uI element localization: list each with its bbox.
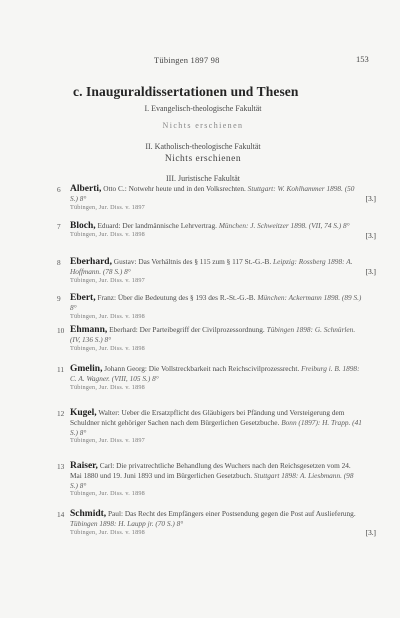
entry-body <box>70 325 362 345</box>
entry-body <box>70 184 362 204</box>
entry-body <box>70 509 362 529</box>
entry-note: Tübingen, Jur. Diss. v. 1898 <box>70 344 145 352</box>
entry-author: Ehmann, <box>70 325 108 335</box>
faculty-note-katholisch: Nichts erschienen <box>164 154 242 164</box>
entry-author: Eberhard, <box>70 257 112 267</box>
entry-number: 8 <box>57 258 61 267</box>
entry-number: 6 <box>57 185 61 194</box>
entry-publication: Bonn (1897): H. Trapp. (41 S.) 8° <box>70 418 362 437</box>
list-item <box>58 509 376 537</box>
entry-title: Eduard: Der landmännische Lehrvertrag. <box>97 221 217 230</box>
list-item <box>58 221 376 239</box>
list-item <box>58 184 376 212</box>
entry-note: Tübingen, Jur. Diss. v. 1897 <box>70 203 145 211</box>
entry-body <box>70 461 362 490</box>
entry-publication: Stuttgart: W. Kohlhammer 1898. (50 S.) 8° <box>70 184 355 204</box>
entry-body <box>70 408 362 437</box>
entry-body <box>70 257 362 277</box>
entry-author: Gmelin, <box>70 364 103 374</box>
entry-title: Walter: Ueber die Ersatzpflicht des Gläubigers bei Pfändung und Versteigerung dem Schuldner nicht gehöriger Sachen nach dem Bürgerlichen Gesetzbuche. <box>70 408 345 428</box>
entry-number: 7 <box>57 222 61 231</box>
entry-note: Tübingen, Jur. Diss. v. 1897 <box>70 436 145 444</box>
running-head: Tübingen 1897 98 <box>154 55 220 65</box>
entry-publication: München: J. Schweitzer 1898. (VII, 74 S.) 8° <box>218 221 350 230</box>
page-number: 153 <box>356 54 369 64</box>
entry-title: Johann Georg: Die Vollstreckbarkeit nach Reichscivilprozessrecht. <box>104 364 300 373</box>
entry-title: Otto C.: Notwehr heute und in den Volksrechten. <box>103 184 246 193</box>
list-item <box>58 364 376 392</box>
entry-publication: München: Ackermann 1898. (89 S.) 8° <box>70 293 362 313</box>
entry-author: Schmidt, <box>70 509 107 519</box>
entry-publication: Freiburg i. B. 1898: C. A. Wagner. (VIII, 105 S.) 8° <box>70 364 360 384</box>
entry-author: Raiser, <box>70 461 98 471</box>
entry-number: 12 <box>57 409 65 418</box>
list-item <box>58 293 376 321</box>
entry-body <box>70 364 362 384</box>
entry-number: 13 <box>57 462 65 471</box>
list-item <box>58 461 376 498</box>
entry-body <box>70 221 362 231</box>
entry-note: Tübingen, Jur. Diss. v. 1897 <box>70 276 145 284</box>
faculty-heading-katholisch: II. Katholisch-theologische Fakultät <box>145 142 261 151</box>
entry-note: Tübingen, Jur. Diss. v. 1898 <box>70 489 145 497</box>
entry-title: Gustav: Das Verhältnis des § 115 zum § 117 St.-G.-B. <box>113 257 272 266</box>
entry-title: Carl: Die privatrechtliche Behandlung des Wuchers nach den Reichsgesetzen vom 24. Mai 1880 und 19. Juni 1893 und im Bürgerlichen Gesetzbuch. <box>70 461 351 481</box>
entry-number: 14 <box>57 510 65 519</box>
entry-badge: [3.] <box>365 194 376 203</box>
entry-publication: Stuttgart 1898: A. Liesbmann. (98 S.) 8° <box>70 471 354 490</box>
entry-author: Bloch, <box>70 221 96 231</box>
entry-note: Tübingen, Jur. Diss. v. 1898 <box>70 383 145 391</box>
entry-title: Franz: Über die Bedeutung des § 193 des R.-St.-G.-B. <box>97 293 256 302</box>
entry-title: Paul: Das Recht des Empfängers einer Postsendung gegen die Post auf Auslieferung. <box>108 509 356 518</box>
faculty-heading-evangelisch: I. Evangelisch-theologische Fakultät <box>144 104 262 113</box>
entry-badge: [3.] <box>365 231 376 240</box>
entry-number: 10 <box>57 326 65 335</box>
entry-publication: Tübingen 1898: H. Laupp jr. (70 S.) 8° <box>70 519 184 529</box>
entry-note: Tübingen, Jur. Diss. v. 1898 <box>70 528 145 536</box>
list-item <box>58 325 376 353</box>
entry-body <box>70 293 362 313</box>
entry-author: Kugel, <box>70 408 97 418</box>
faculty-note-evangelisch: Nichts erschienen <box>162 121 244 130</box>
entry-badge: [3.] <box>365 528 376 537</box>
faculty-heading-juristisch: III. Juristische Fakultät <box>166 174 240 183</box>
entry-author: Ebert, <box>70 293 96 303</box>
entry-badge: [3.] <box>365 267 376 276</box>
entry-note: Tübingen, Jur. Diss. v. 1898 <box>70 312 145 320</box>
entry-number: 9 <box>57 294 61 303</box>
entry-publication: Tübingen 1898: G. Schnürlen. (IV, 136 S.) 8° <box>70 325 356 345</box>
entry-title: Eberhard: Der Parteibegriff der Civilprozessordnung. <box>109 325 265 334</box>
entry-publication: Leipzig: Rossberg 1898: A. Hoffmann. (78 S.) 8° <box>70 257 353 277</box>
list-item <box>58 257 376 285</box>
list-item <box>58 408 376 445</box>
entry-number: 11 <box>57 365 65 374</box>
entry-author: Alberti, <box>70 184 102 194</box>
entry-note: Tübingen, Jur. Diss. v. 1898 <box>70 231 145 239</box>
section-title: c. Inauguraldissertationen und Thesen <box>73 84 299 99</box>
